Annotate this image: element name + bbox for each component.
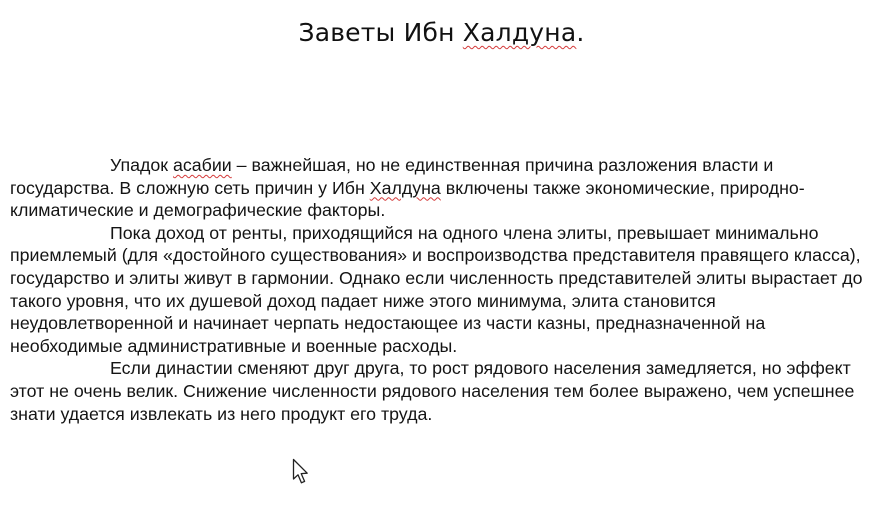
paragraph-text: Пока доход от ренты, приходящийся на одного члена элиты, превышает минимально приемлемый (для «достойного существования» и воспроизводства представителя правящего класса), государство и элиты живут в гармонии. Однако если численность представителей элиты вырастает до такого уровня, что их душевой доход падает ниже этого минимума, элита становится неудовлетворенной и начинает черпать недостающее из части казны, предназначенной на необходимые административные и военные расходы. xyxy=(10,222,863,356)
document-body[interactable] xyxy=(10,154,876,425)
paragraph-text: Упадок xyxy=(110,155,173,175)
paragraph-text: включены также экономические, природно-климатические и демографические факторы. xyxy=(10,177,805,221)
document-title xyxy=(0,18,883,47)
title-text: Заветы Ибн xyxy=(298,18,463,47)
paragraph-text: Если династии сменяют друг друга, то рост рядового населения замедляется, но эффект этот не очень велик. Снижение численности рядового населения тем более выражено, чем успешнее знати удается извлекать из него продукт его труда. xyxy=(10,358,855,424)
title-end: . xyxy=(576,18,585,47)
paragraph-text: – важнейшая, но не единственная причина разложения власти и государства. В сложную сеть причин у Ибн xyxy=(10,155,774,198)
paragraph xyxy=(10,222,876,358)
spellcheck-flagged-word: Халдуна xyxy=(369,177,441,198)
mouse-pointer-icon xyxy=(292,458,312,486)
paragraph xyxy=(10,154,876,222)
spellcheck-flagged-word: асабии xyxy=(173,155,232,175)
paragraph xyxy=(10,357,876,425)
title-flagged-word: Халдуна xyxy=(462,18,577,47)
